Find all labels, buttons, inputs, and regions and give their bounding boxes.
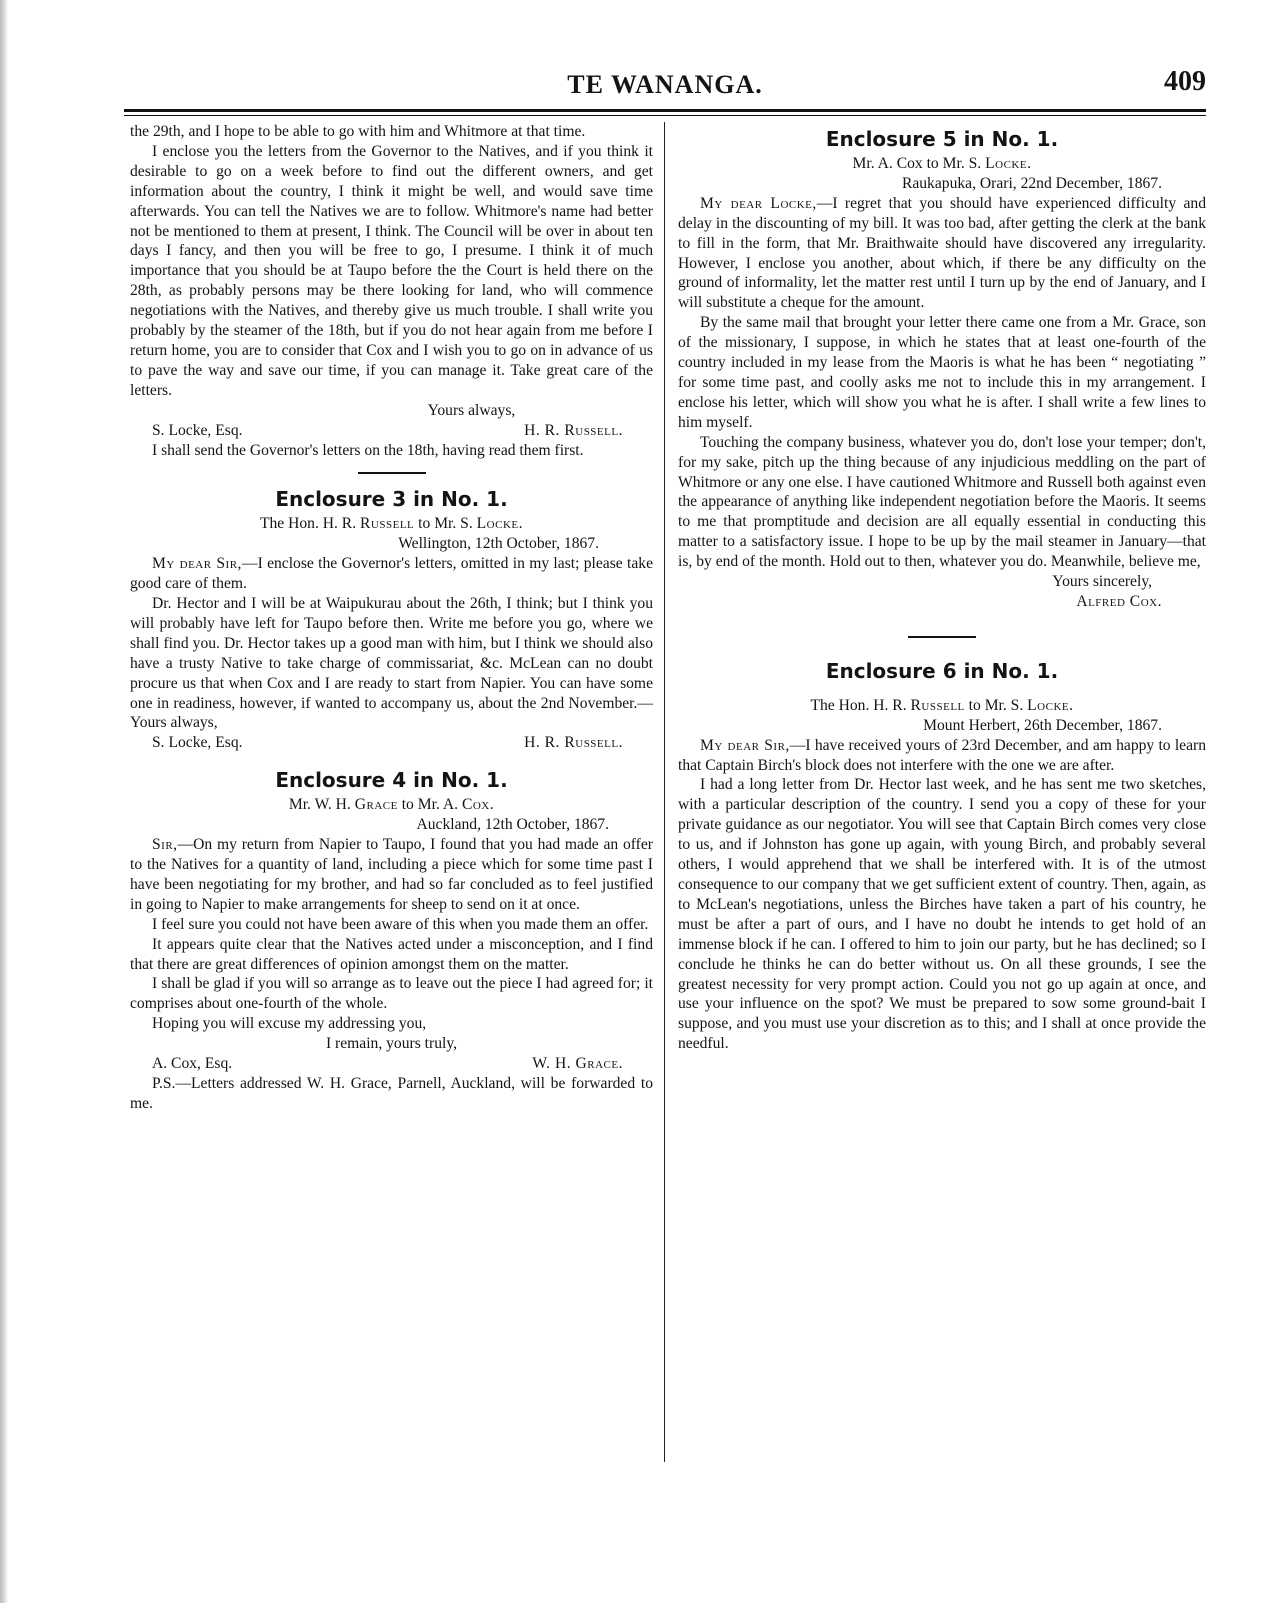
- body-paragraph: [678, 194, 1206, 313]
- signature: Alfred Cox.: [1076, 592, 1162, 610]
- postscript: I shall send the Governor's letters on the 18th, having read them first.: [152, 441, 584, 459]
- body-paragraph: I shall be glad if you will so arrange as to leave out the piece I had agreed for; it comprises about one-fourth of the whole.: [130, 975, 653, 1013]
- section-divider: [358, 472, 426, 474]
- body-paragraph: I had a long letter from Dr. Hector last week, and he has sent me two sketches, with a particular description of the country. I send you a copy of these for your private guidance as our negotiator. You will see that Captain Birch comes very close to us, and if Johnston has gone up again, with young Birch, and probably several others, I would apprehend that we shall be interfered with. It is of the utmost consequence to our company that we get sufficient extent of country. Then, again, as to McLean's negotiations, unless the Birches have taken a part of his country, he must be after a part of ours, and I have no doubt he intends to get hold of an immense block if he can. I offered to him to join our party, but he has declined; so I conclude he thinks he can do better without us. On all these grounds, I see the greatest necessity for very prompt action. Could you not go up again at once, and use your influence on the spot? We must be prepared to sow some ground-bait I suppose, and you must use your discretion as to this; and I shall at once provide the needful.: [678, 776, 1206, 1053]
- salutation: Sir,: [152, 836, 178, 854]
- paragraph-text: —I have received yours of 23rd December, and am happy to learn that Captain Birch's block does not interfere with the one we are after.: [678, 736, 1206, 774]
- body-paragraph: Dr. Hector and I will be at Waipukurau about the 26th, I think; but I think you will probably have left for Taupo before then. Write me before you go, where we shall find you. Dr. Hector takes up a good man with him, but I think we should also have a trusty Native to take charge of commissariat, &c. McLean can no doubt procure us that when Cox and I are ready to start from Napier. You can have some one in readiness, however, if wanted to accompany us, about the 2nd November.—Yours always,: [130, 595, 653, 732]
- body-paragraph: I feel sure you could not have been aware of this when you made them an offer.: [152, 915, 649, 933]
- scan-edge-shadow: [0, 0, 8, 1603]
- body-paragraph: Touching the company business, whatever you do, don't lose your temper; don't, for my sake, pitch up the thing because of any injudicious meddling on the part of Whitmore or any one else. I have cautioned Whitmore and Russell both against even the appearance of anything like independent negotiation before the Maoris. It seems to me that promptitude and decision are all equally essential in conducting this matter to a satisfactory issue. I hope to be up by the mail steamer in January—that is, by end of the month. Hold out to then, whatever you do. Meanwhile, believe me,: [678, 433, 1207, 571]
- header-rule-thick: [124, 109, 1206, 112]
- subheading-to: to Mr. S.: [414, 515, 477, 533]
- subheading-to: to Mr. A.: [397, 796, 462, 814]
- signature: H. R. Russell.: [524, 421, 623, 439]
- paragraph-text: —On my return from Napier to Taupo, I found that you had made an offer to the Natives for a quantity of land, including a piece which for some time past I have been negotiating for my brother, and had so far concluded as to feel justified in going to Napier to make arrangements for sheep to send on it at once.: [130, 836, 653, 913]
- paragraph-text: —I enclose the Governor's letters, omitted in my last; please take good care of them.: [130, 555, 653, 593]
- body-paragraph: It appears quite clear that the Natives acted under a misconception, and I find that there are great differences of opinion amongst them on the matter.: [130, 935, 653, 973]
- sender-name: Grace: [354, 796, 398, 814]
- signature: H. R. Russell.: [524, 734, 623, 752]
- salutation: My dear Sir,: [700, 736, 790, 754]
- signature-row: [130, 733, 653, 753]
- section-divider: [908, 636, 976, 638]
- enclosure-5-heading: Enclosure 5 in No. 1.: [825, 127, 1059, 151]
- dateline: Raukapuka, Orari, 22nd December, 1867.: [901, 174, 1162, 192]
- subheading-from: The Hon. H. R.: [259, 515, 361, 533]
- spacer: [130, 753, 653, 763]
- body-paragraph: [678, 736, 1206, 776]
- recipient-name: Locke.: [985, 155, 1032, 172]
- enclosure-3-heading: Enclosure 3 in No. 1.: [275, 487, 508, 512]
- letter-closing: Yours sincerely,: [1052, 573, 1152, 591]
- enclosure-4-heading: Enclosure 4 in No. 1.: [275, 768, 508, 793]
- signature: W. H. Grace.: [532, 1055, 623, 1073]
- letter-closing: I remain, yours truly,: [325, 1035, 458, 1053]
- body-paragraph: Hoping you will excuse my addressing you,: [152, 1015, 427, 1033]
- recipient-name: Locke.: [476, 515, 524, 533]
- left-column: [130, 122, 653, 1114]
- recipient-name: Locke.: [1027, 696, 1074, 714]
- enclosure-6-heading: Enclosure 6 in No. 1.: [825, 658, 1059, 683]
- addressee: S. Locke, Esq.: [152, 734, 243, 752]
- signature-row: [130, 1054, 653, 1074]
- dateline: Mount Herbert, 26th December, 1867.: [923, 716, 1162, 734]
- addressee: A. Cox, Esq.: [152, 1055, 233, 1073]
- recipient-name: Cox.: [461, 796, 495, 814]
- sender-name: Russell: [360, 515, 415, 533]
- page-number: 409: [1164, 66, 1206, 97]
- postscript: P.S.—Letters addressed W. H. Grace, Parnell, Auckland, will be forwarded to me.: [130, 1074, 653, 1112]
- dateline: Auckland, 12th October, 1867.: [416, 816, 609, 834]
- subheading-from: Mr. A. Cox to Mr. S.: [852, 155, 986, 172]
- running-header: [124, 66, 1206, 106]
- body-paragraph: [130, 835, 653, 915]
- subheading-to: to Mr. S.: [964, 696, 1028, 714]
- enclosure-3-subheading: [130, 514, 653, 534]
- continued-paragraph: the 29th, and I hope to be able to go with him and Whitmore at that time.: [130, 123, 586, 140]
- letter-closing: Yours always,: [427, 401, 516, 419]
- subheading-from: Mr. W. H.: [288, 796, 355, 814]
- salutation: My dear Sir,: [152, 555, 242, 573]
- sender-name: Russell: [910, 696, 965, 714]
- spacer: [678, 686, 1206, 696]
- header-rule-thin: [124, 115, 1206, 116]
- salutation: My dear Locke,: [700, 194, 817, 212]
- journal-title: TE WANANGA.: [567, 70, 763, 99]
- right-column: [678, 122, 1206, 1054]
- subheading-from: The Hon. H. R.: [810, 696, 911, 714]
- signature-row: [130, 421, 653, 441]
- addressee: S. Locke, Esq.: [152, 421, 243, 439]
- column-divider: [664, 122, 665, 1462]
- body-paragraph: [130, 554, 653, 594]
- enclosure-5-subheading: [678, 154, 1206, 174]
- body-paragraph: I enclose you the letters from the Governor to the Natives, and if you think it desirable to go on a week before to find out the different owners, and get information about the country, I think it might be well, and would save time afterwards. You can tell the Natives we are to follow. Whitmore's name had better not be mentioned to them at present, I think. The Council will be over in about ten days I fancy, and then you will be free to go, I presume. I think it of much importance that you should be at Taupo before the the Court is held there on the 28th, as probably persons may be there looking for land, who will commence negotiations with the Natives, and thereby give us much trouble. I shall write you probably by the steamer of the 18th, but if you do not hear again from me before I return home, you are to consider that Cox and I wish you to go on in advance of us to pave the way and save our time, if you can manage it. Take great care of the letters.: [130, 142, 653, 399]
- enclosure-4-subheading: [130, 795, 653, 815]
- enclosure-6-subheading: [678, 696, 1206, 716]
- dateline: Wellington, 12th October, 1867.: [398, 535, 599, 553]
- body-paragraph: By the same mail that brought your letter there came one from a Mr. Grace, son of the missionary, I suppose, in which he states that at least one-fourth of the country included in my lease from the Maoris is what he has been “ negotiating ” for some time past, and coolly asks me not to include this in my arrangement. I enclose his letter, which will show you what he is after. I shall write a few lines to him myself.: [678, 314, 1206, 431]
- paragraph-text: —I regret that you should have experienced difficulty and delay in the discounting of my bill. It was too bad, after getting the clerk at the bank to fill in the form, that Mr. Braithwaite should have discovered any irregularity. However, I enclose you another, about which, if there be any difficulty on the ground of informality, let the matter rest until I turn up by the end of January, and I will substitute a cheque for the amount.: [678, 194, 1206, 312]
